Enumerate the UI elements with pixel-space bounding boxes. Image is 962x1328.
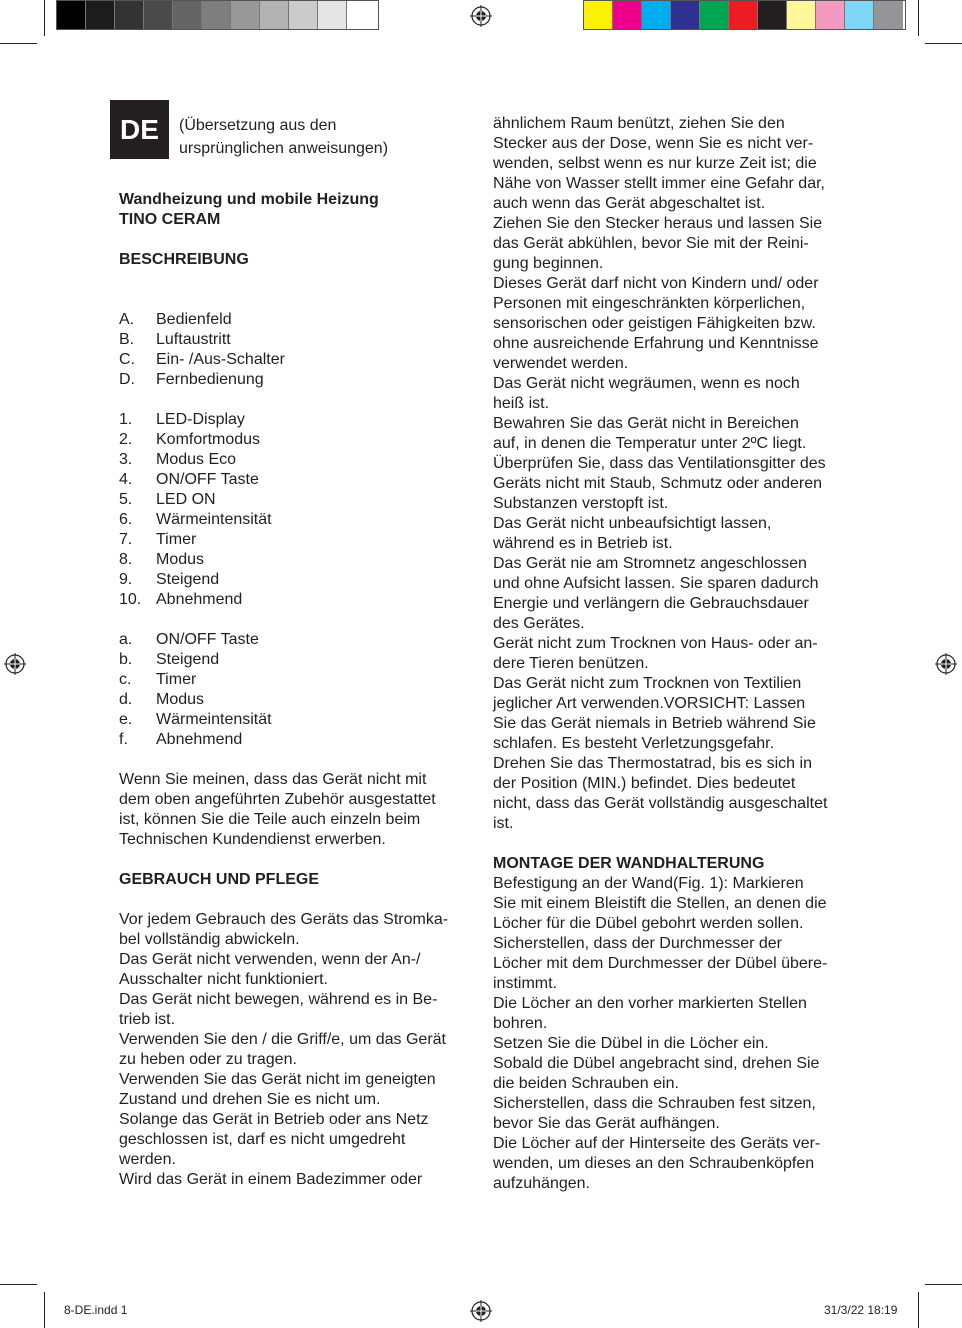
product-name: TINO CERAM — [119, 211, 221, 228]
text-line: Nähe von Wasser stellt immer eine Gefahr dar, — [493, 175, 825, 192]
color-swatch — [289, 1, 318, 29]
list-item-marker: 4. — [119, 471, 133, 488]
crop-mark — [44, 1292, 45, 1328]
text-line: Sie das Gerät niemals in Betrieb während Sie — [493, 715, 816, 732]
accessory-note — [119, 770, 469, 850]
list-item-marker: D. — [119, 371, 135, 388]
list-item-label: Bedienfeld — [156, 311, 232, 328]
color-swatch — [584, 1, 613, 29]
list-item-label: Wärmeintensität — [156, 511, 272, 528]
text-line: wenden, selbst wenn es nur kurze Zeit ist; die — [493, 155, 817, 172]
text-line: Verwenden Sie das Gerät nicht im geneigten — [119, 1071, 436, 1088]
text-line: heiß ist. — [493, 395, 550, 412]
text-line: ist. — [493, 815, 514, 832]
text-line: Löcher für die Dübel gebohrt werden sollen. — [493, 915, 804, 932]
list-item-label: Modus — [156, 551, 205, 568]
list-item — [119, 450, 469, 470]
text-line: Dieses Gerät darf nicht von Kindern und/ oder — [493, 275, 819, 292]
list-item — [119, 650, 469, 670]
list-item-marker: d. — [119, 691, 133, 708]
color-swatch — [347, 1, 376, 29]
list-item — [119, 670, 469, 690]
list-item-marker: B. — [119, 331, 135, 348]
text-line: Wenn Sie meinen, dass das Gerät nicht mit — [119, 771, 427, 788]
text-line: Befestigung an der Wand(Fig. 1): Markieren — [493, 875, 804, 892]
translation-note: (Übersetzung aus den ursprünglichen anweisungen) — [179, 117, 389, 157]
list-item-marker: 7. — [119, 531, 133, 548]
list-item — [119, 730, 469, 750]
left-column — [119, 190, 469, 1190]
text-line: bevor Sie das Gerät aufhängen. — [493, 1115, 720, 1132]
text-line: trieb ist. — [119, 1011, 176, 1028]
color-bar — [583, 0, 906, 30]
description-heading: BESCHREIBUNG — [119, 251, 249, 268]
color-swatch — [57, 1, 86, 29]
footer-date: 31/3/22 18:19 — [824, 1303, 898, 1317]
text-line: Vor jedem Gebrauch des Geräts das Stromka- — [119, 911, 449, 928]
text-line: verwendet werden. — [493, 355, 629, 372]
color-swatch — [173, 1, 202, 29]
list-item-label: Timer — [156, 531, 197, 548]
text-line: Löcher mit dem Durchmesser der Dübel übere- — [493, 955, 828, 972]
text-line: Das Gerät nicht unbeaufsichtigt lassen, — [493, 515, 772, 532]
text-line: das Gerät abkühlen, bevor Sie mit der Reini- — [493, 235, 809, 252]
list-item-label: Abnehmend — [156, 591, 243, 608]
text-line: Energie und verlängern die Gebrauchsdauer — [493, 595, 809, 612]
list-item — [119, 490, 469, 510]
list-item-label: Steigend — [156, 651, 220, 668]
list-item — [119, 570, 469, 590]
parts-list-numbers — [119, 410, 469, 610]
text-line: sensorischen oder geistigen Fähigkeiten bzw. — [493, 315, 816, 332]
text-line: Gerät nicht zum Trocknen von Haus- oder an- — [493, 635, 818, 652]
list-item — [119, 430, 469, 450]
text-line: Solange das Gerät in Betrieb oder ans Netz — [119, 1111, 429, 1128]
list-item-label: Timer — [156, 671, 197, 688]
text-line: Technischen Kundendienst erwerben. — [119, 831, 386, 848]
color-swatch — [144, 1, 173, 29]
list-item-label: ON/OFF Taste — [156, 631, 259, 648]
color-swatch — [845, 1, 874, 29]
use-heading: GEBRAUCH UND PFLEGE — [119, 871, 320, 888]
list-item-marker: f. — [119, 731, 128, 748]
registration-mark-icon — [4, 653, 26, 675]
list-item-label: LED-Display — [156, 411, 245, 428]
crop-mark — [925, 1284, 962, 1285]
list-item-label: Fernbedienung — [156, 371, 264, 388]
text-line: während es in Betrieb ist. — [493, 535, 673, 552]
text-line: Ausschalter nicht funktioniert. — [119, 971, 328, 988]
mount-heading: MONTAGE DER WANDHALTERUNG — [493, 855, 765, 872]
text-line: gung beginnen. — [493, 255, 604, 272]
text-line: Das Gerät nicht bewegen, während es in Be- — [119, 991, 438, 1008]
list-item — [119, 690, 469, 710]
list-item-marker: 1. — [119, 411, 133, 428]
product-title: Wandheizung und mobile Heizung — [119, 191, 379, 208]
crop-mark — [918, 1292, 919, 1328]
text-line: des Gerätes. — [493, 615, 585, 632]
text-line: aufzuhängen. — [493, 1175, 590, 1192]
text-line: die beiden Schrauben ein. — [493, 1075, 679, 1092]
text-line: Setzen Sie die Dübel in die Löcher ein. — [493, 1035, 769, 1052]
text-line: Das Gerät nicht wegräumen, wenn es noch — [493, 375, 800, 392]
color-swatch — [816, 1, 845, 29]
list-item-marker: b. — [119, 651, 133, 668]
list-item-label: Modus Eco — [156, 451, 237, 468]
crop-mark — [0, 1284, 37, 1285]
text-line: werden. — [119, 1151, 176, 1168]
list-item-marker: 10. — [119, 591, 142, 608]
text-line: Verwenden Sie den / die Griff/e, um das Gerät — [119, 1031, 446, 1048]
color-swatch — [86, 1, 115, 29]
text-line: ähnlichem Raum benützt, ziehen Sie den — [493, 115, 785, 132]
text-line: Sicherstellen, dass der Durchmesser der — [493, 935, 783, 952]
crop-mark — [925, 43, 962, 44]
list-item — [119, 550, 469, 570]
text-line: der Position (MIN.) befindet. Dies bedeutet — [493, 775, 796, 792]
list-item — [119, 350, 469, 370]
color-swatch — [231, 1, 260, 29]
list-item — [119, 710, 469, 730]
list-item-marker: a. — [119, 631, 133, 648]
list-item-label: Luftaustritt — [156, 331, 231, 348]
color-swatch — [729, 1, 758, 29]
text-line: Das Gerät nicht verwenden, wenn der An-/ — [119, 951, 421, 968]
text-line: zu heben oder zu tragen. — [119, 1051, 297, 1068]
crop-mark — [0, 43, 37, 44]
list-item — [119, 470, 469, 490]
list-item-marker: A. — [119, 311, 135, 328]
text-line: Drehen Sie das Thermostatrad, bis es sich in — [493, 755, 812, 772]
text-line: geschlossen ist, darf es nicht umgedreht — [119, 1131, 406, 1148]
list-item-marker: 3. — [119, 451, 133, 468]
safety-paragraph — [493, 114, 853, 834]
text-line: Substanzen verstopft ist. — [493, 495, 669, 512]
color-swatch — [787, 1, 816, 29]
list-item-marker: 6. — [119, 511, 133, 528]
grayscale-bar — [56, 0, 379, 30]
list-item — [119, 370, 469, 390]
color-swatch — [671, 1, 700, 29]
text-line: jeglicher Art verwenden.VORSICHT: Lassen — [493, 695, 806, 712]
text-line: Geräts nicht mit Staub, Schmutz oder anderen — [493, 475, 823, 492]
text-line: instimmt. — [493, 975, 557, 992]
text-line: auch wenn das Gerät abgeschaltet ist. — [493, 195, 766, 212]
list-item-marker: 9. — [119, 571, 133, 588]
text-line: nicht, dass das Gerät vollständig ausgeschaltet — [493, 795, 828, 812]
text-line: Sicherstellen, dass die Schrauben fest sitzen, — [493, 1095, 816, 1112]
list-item-label: Modus — [156, 691, 205, 708]
list-item — [119, 630, 469, 650]
text-line: Bewahren Sie das Gerät nicht in Bereichen — [493, 415, 799, 432]
text-line: bel vollständig abwickeln. — [119, 931, 300, 948]
list-item — [119, 410, 469, 430]
use-paragraph — [119, 910, 469, 1190]
list-item-label: Ein- /Aus-Schalter — [156, 351, 285, 368]
list-item-label: ON/OFF Taste — [156, 471, 259, 488]
list-item — [119, 530, 469, 550]
text-line: schlafen. Es besteht Verletzungsgefahr. — [493, 735, 775, 752]
right-column — [493, 114, 853, 1194]
text-line: Wird das Gerät in einem Badezimmer oder — [119, 1171, 423, 1188]
color-swatch — [202, 1, 231, 29]
parts-list-remote — [119, 630, 469, 750]
mount-paragraph — [493, 874, 853, 1194]
parts-list-letters — [119, 310, 469, 390]
list-item-marker: 5. — [119, 491, 133, 508]
list-item — [119, 510, 469, 530]
list-item — [119, 590, 469, 610]
text-line: und ohne Aufsicht lassen. Sie sparen dadurch — [493, 575, 819, 592]
color-swatch — [318, 1, 347, 29]
list-item-label: Abnehmend — [156, 731, 243, 748]
text-line: ist, können Sie die Teile auch einzeln beim — [119, 811, 421, 828]
text-line: Personen mit eingeschränkten körperlichen, — [493, 295, 806, 312]
language-badge: DE — [110, 100, 169, 159]
list-item-label: LED ON — [156, 491, 216, 508]
text-line: Überprüfen Sie, dass das Ventilationsgitter des — [493, 455, 826, 472]
text-line: Stecker aus der Dose, wenn Sie es nicht ver- — [493, 135, 814, 152]
list-item-marker: C. — [119, 351, 135, 368]
list-item-label: Steigend — [156, 571, 220, 588]
crop-mark — [44, 0, 45, 36]
list-item-label: Wärmeintensität — [156, 711, 272, 728]
color-swatch — [115, 1, 144, 29]
color-swatch — [642, 1, 671, 29]
list-item — [119, 330, 469, 350]
text-line: Zustand und drehen Sie es nicht um. — [119, 1091, 381, 1108]
text-line: ohne ausreichende Erfahrung und Kenntnisse — [493, 335, 819, 352]
text-line: Sie mit einem Bleistift die Stellen, an denen die — [493, 895, 827, 912]
text-line: Das Gerät nicht zum Trocknen von Textilien — [493, 675, 802, 692]
text-line: Ziehen Sie den Stecker heraus und lassen Sie — [493, 215, 823, 232]
list-item-label: Komfortmodus — [156, 431, 261, 448]
list-item — [119, 310, 469, 330]
registration-mark-icon — [935, 653, 957, 675]
list-item-marker: c. — [119, 671, 132, 688]
list-item-marker: 2. — [119, 431, 133, 448]
text-line: Die Löcher auf der Hinterseite des Geräts ver- — [493, 1135, 821, 1152]
color-swatch — [700, 1, 729, 29]
text-line: bohren. — [493, 1015, 548, 1032]
registration-mark-icon — [470, 5, 492, 27]
registration-mark-icon — [470, 1300, 492, 1322]
list-item-marker: e. — [119, 711, 133, 728]
text-line: auf, in denen die Temperatur unter 2ºC liegt. — [493, 435, 807, 452]
list-item-marker: 8. — [119, 551, 133, 568]
footer-file: 8-DE.indd 1 — [64, 1303, 128, 1317]
color-swatch — [758, 1, 787, 29]
text-line: Sobald die Dübel angebracht sind, drehen Sie — [493, 1055, 820, 1072]
text-line: Das Gerät nie am Stromnetz angeschlossen — [493, 555, 807, 572]
text-line: wenden, um dieses an den Schraubenköpfen — [493, 1155, 815, 1172]
color-swatch — [613, 1, 642, 29]
color-swatch — [874, 1, 903, 29]
text-line: Die Löcher an den vorher markierten Stellen — [493, 995, 807, 1012]
crop-mark — [918, 0, 919, 36]
color-swatch — [260, 1, 289, 29]
text-line: dere Tieren benützen. — [493, 655, 649, 672]
text-line: dem oben angeführten Zubehör ausgestattet — [119, 791, 436, 808]
